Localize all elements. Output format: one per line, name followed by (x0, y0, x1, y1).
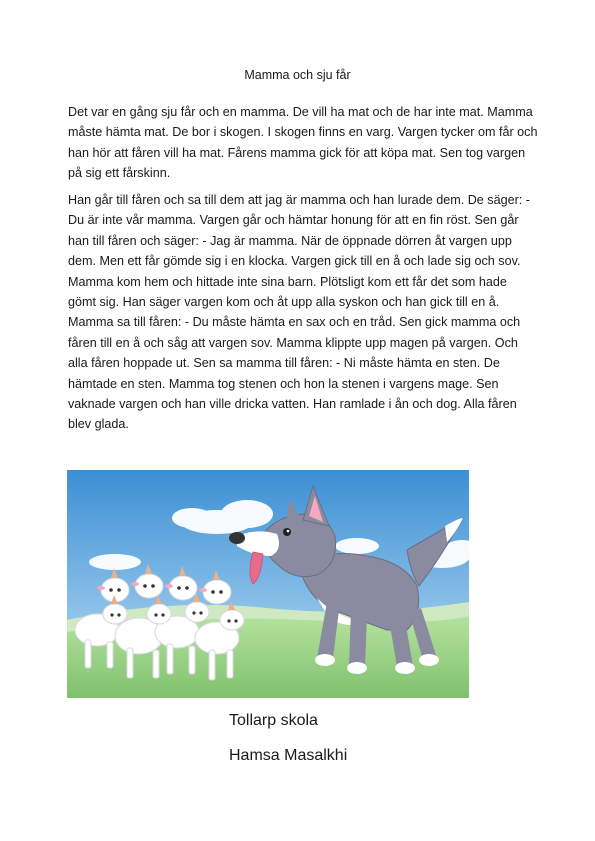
author-name: Hamsa Masalkhi (229, 747, 348, 764)
school-name: Tollarp skola (229, 712, 318, 729)
paragraph-2: Han går till fåren och sa till dem att jag är mamma och han lurade dem. De säger: - Du är inte vår mamma. Vargen går och hämtar honung för att en fin röst. Sen går han till fåren och säger: - Jag är mamma. När de öppnade dörren åt vargen upp dem. Men ett får gömde sig i en klocka. Vargen gick till en å och lade sig och sov. Mamma kom hem och hittade inte sina barn. Plötsligt kom ett får det som hade gömt sig. Han säger vargen kom och åt upp alla syskon och han gick till en å. Mamma sa till fåren: - Du måste hämta en sax och en tråd. Sen gick mamma och fåren till en å och såg att vargen sov. Mamma klippte upp magen på vargen. Och alla fåren hoppade ut. Sen sa mamma till fåren: - Ni måste hämta en sten. De hämtade en sten. Mamma tog stenen och hon la stenen i vargens mage. Sen vaknade vargen och han ville dricka vatten. Han ramlade i ån och dog. Alla fåren blev glada. (68, 193, 530, 432)
document-title: Mamma och sju får (244, 68, 351, 82)
wolf-and-goats-illustration (67, 470, 469, 698)
paragraph-1: Det var en gång sju får och en mamma. De vill ha mat och de har inte mat. Mamma måste hämta mat. De bor i skogen. I skogen finns en varg. Vargen tycker om får och han hör att fåren vill ha mat. Fårens mamma gick för att köpa mat. Sen tog vargen på sig ett fårskinn. (68, 105, 538, 181)
illustration-svg (67, 470, 469, 698)
